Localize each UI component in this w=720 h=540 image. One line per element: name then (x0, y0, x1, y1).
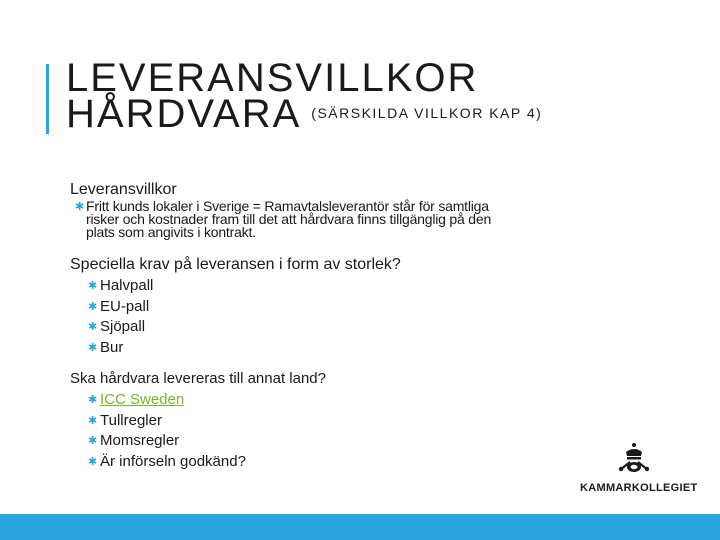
crown-crest-icon (616, 442, 652, 478)
slide-title (66, 56, 706, 136)
list-item-label: Bur (100, 338, 124, 356)
section-heading-annat-land: Ska hårdvara levereras till annat land? (70, 370, 326, 387)
list-item (88, 452, 630, 473)
title-subtitle: (SÄRSKILDA VILLKOR KAP 4) (311, 105, 543, 122)
list-item (88, 390, 630, 411)
list-item-label: Är införseln godkänd? (100, 452, 246, 470)
logo-wordmark: KAMMARKOLLEGIET (580, 482, 698, 494)
leveransvillkor-paragraph (70, 200, 600, 239)
asterisk-bullet-icon: ✱ (88, 435, 98, 447)
country-list (70, 390, 630, 472)
paragraph-line: plats som angivits i kontrakt. (86, 224, 256, 240)
title-main: HÅRDVARA (66, 92, 302, 136)
asterisk-bullet-icon: ✱ (88, 414, 98, 427)
list-item (88, 297, 630, 318)
paragraph-line: risker och kostnader fram till det att hårdvara finns tillgänglig på den (86, 211, 492, 227)
title-accent-bar (46, 64, 49, 134)
title-line-2 (66, 92, 706, 136)
list-item-label: EU-pall (100, 297, 150, 315)
list-item (88, 276, 630, 297)
list-item (88, 317, 630, 338)
list-item (88, 338, 630, 359)
paragraph-line: Fritt kunds lokaler i Sverige = Ramavtalsleverantör står för samtliga (86, 198, 489, 214)
section-heading-speciella-krav: Speciella krav på leveransen i form av storlek? (70, 256, 401, 273)
list-item-label: Tullregler (100, 411, 162, 429)
asterisk-bullet-icon: ✱ (88, 280, 98, 292)
asterisk-bullet-icon: ✱ (88, 455, 98, 468)
list-item (88, 411, 630, 432)
asterisk-bullet-icon: ✱ (75, 201, 85, 213)
asterisk-bullet-icon: ✱ (88, 321, 98, 333)
bottom-accent-band (0, 514, 720, 540)
pallet-list (70, 276, 630, 358)
kammarkollegiet-logo (580, 442, 698, 500)
slide-content (70, 180, 630, 472)
list-item-label: Momsregler (100, 432, 180, 449)
asterisk-bullet-icon: ✱ (88, 394, 98, 406)
asterisk-bullet-icon: ✱ (88, 341, 98, 354)
icc-sweden-link[interactable]: ICC Sweden (100, 391, 185, 408)
list-item-label: Sjöpall (100, 318, 146, 335)
list-item (88, 431, 630, 452)
title-line-1: LEVERANSVILLKOR (66, 56, 479, 100)
list-item-label: Halvpall (100, 277, 154, 294)
asterisk-bullet-icon: ✱ (88, 300, 98, 313)
section-heading-leveransvillkor: Leveransvillkor (70, 181, 177, 198)
